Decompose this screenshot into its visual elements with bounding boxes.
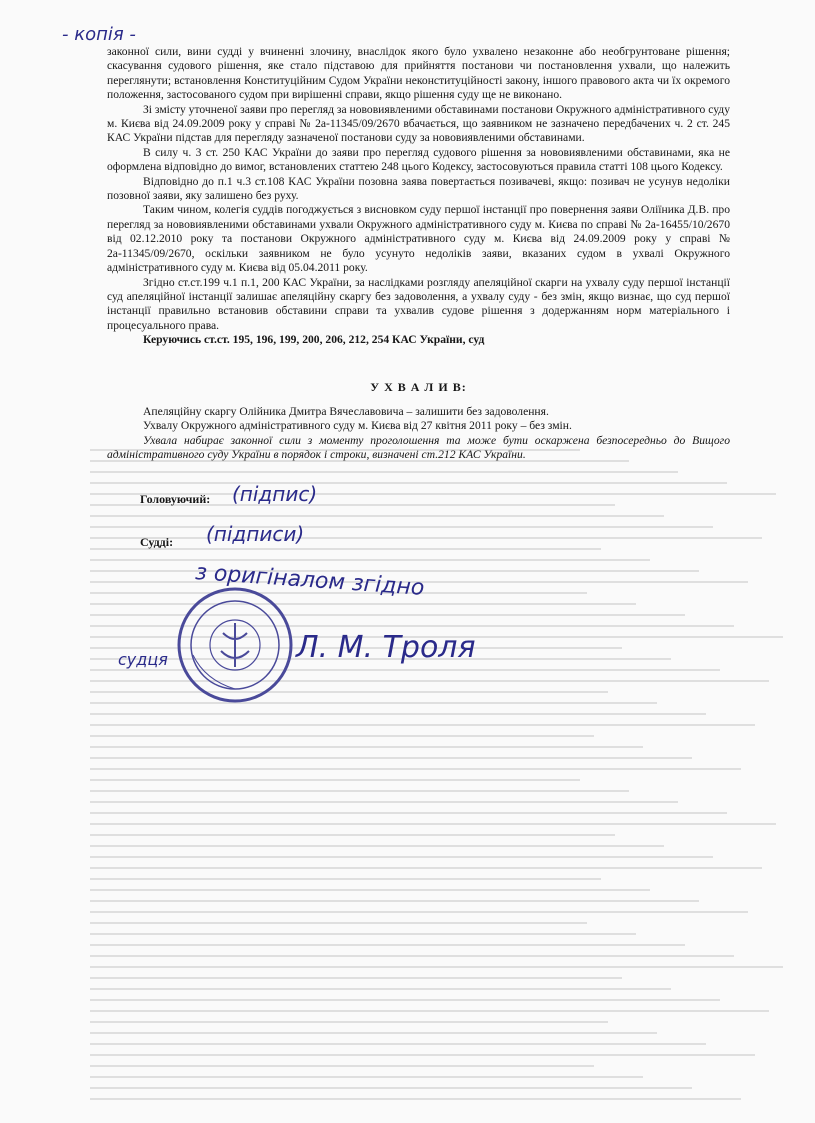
bleed-through-line <box>90 757 692 759</box>
bleed-through-line <box>90 1021 608 1023</box>
bleed-through-line <box>90 999 720 1001</box>
body-text <box>107 45 730 348</box>
bleed-through-line <box>90 845 664 847</box>
bleed-through-text <box>90 440 790 1100</box>
guided-by: Керуючись ст.ст. 195, 196, 199, 200, 206, 212, 254 КАС України, суд <box>143 333 485 347</box>
ruling-title: У Х В А Л И В: <box>370 380 467 394</box>
bleed-through-line <box>90 1054 755 1056</box>
bleed-through-line <box>90 1032 657 1034</box>
bleed-through-line <box>90 955 734 957</box>
bleed-through-line <box>90 856 713 858</box>
bleed-through-line <box>90 515 664 517</box>
bleed-through-line <box>90 966 783 968</box>
bleed-through-line <box>90 812 727 814</box>
paragraph: Таким чином, колегія суддів погоджується з висновком суду першої інстанції про повернення заяви Оліїника Д.В. про перегляд за нововиявленими обставинами ухвали Окружного адміністративного суду м. Києва по справі № 2а-16455/10/2670 від 02.12.2010 року та постанови Окружного адміністративного суду м. Києва від 24.09.2009 року у справі № 2а-11345/09/2670, оскільки заявником не було усунуто недоліків заяви, вказаних судом в ухвалі Окружного адміністративного суду м. Києва від 05.04.2011 року. <box>107 203 730 275</box>
decision-block <box>107 405 730 463</box>
bleed-through-line <box>90 526 713 528</box>
copy-note: - копія - <box>62 24 136 45</box>
bleed-through-line <box>90 735 594 737</box>
bleed-through-line <box>90 1065 594 1067</box>
bleed-through-line <box>90 933 636 935</box>
bleed-through-line <box>90 1087 692 1089</box>
bleed-through-line <box>90 691 608 693</box>
bleed-through-line <box>90 779 580 781</box>
judge-name-handwritten: Л. М. Троля <box>296 630 476 665</box>
paragraph: Згідно ст.ст.199 ч.1 п.1, 200 КАС України, за наслідками розгляду апеляційної скарги на ухвалу суду першої інстанції суд апеляційної інстанції залишає апеляційну скаргу без задоволення, а ухвалу суду - без змін, якщо визнає, що суд першої інстанції правильно встановив обставини справи та ухвалив судове рішення з додержанням норм матеріального і процесуального права. <box>107 275 730 332</box>
bleed-through-line <box>90 1010 769 1012</box>
bleed-through-line <box>90 944 685 946</box>
decision-item: Ухвалу Окружного адміністративного суду м. Києва від 27 квітня 2011 року – без змін. <box>143 419 572 433</box>
bleed-through-line <box>90 900 699 902</box>
judge-label-handwritten: судця <box>118 650 168 669</box>
bleed-through-line <box>90 889 650 891</box>
paragraph: В силу ч. 3 ст. 250 КАС України до заяви про перегляд судового рішення за нововиявленими обставинами, яка не оформлена відповідно до вимог, встановлених статтею 248 цього Кодексу, застосовуються правила статті 108 цього Кодексу. <box>107 145 730 174</box>
bleed-through-line <box>90 790 629 792</box>
judges-signature: (підписи) <box>206 522 305 546</box>
judges-label: Судді: <box>140 535 174 549</box>
court-seal-icon <box>175 585 295 705</box>
bleed-through-line <box>90 1076 643 1078</box>
presiding-signature: (підпис) <box>232 482 318 506</box>
paragraph: Зі змісту уточненої заяви про перегляд за нововиявленими обставинами постанови Окружного адміністративного суду м. Києва від 24.09.2009 року у справі № 2а-11345/09/2670 вбачається, що заявником не зазначено передбачених ч. 2 ст. 245 КАС України підстав для перегляду зазначеної постанови суду за нововиявленими обставинами. <box>107 102 730 145</box>
bleed-through-line <box>90 603 636 605</box>
bleed-through-line <box>90 867 762 869</box>
bleed-through-line <box>90 911 748 913</box>
bleed-through-line <box>90 801 678 803</box>
bleed-through-line <box>90 537 762 539</box>
bleed-through-line <box>90 834 615 836</box>
paragraph: Відповідно до п.1 ч.3 ст.108 КАС України позовна заява повертається позивачеві, якщо: позивач не усунув недоліки позовної заяви, яку залишено без руху. <box>107 174 730 203</box>
bleed-through-line <box>90 471 678 473</box>
bleed-through-line <box>90 559 650 561</box>
bleed-through-line <box>90 1098 741 1100</box>
bleed-through-line <box>90 746 643 748</box>
bleed-through-line <box>90 724 755 726</box>
decision-item: Апеляційну скаргу Олійника Дмитра Вячеславовича – залишити без задоволення. <box>143 405 549 418</box>
bleed-through-line <box>90 988 671 990</box>
bleed-through-line <box>90 482 727 484</box>
bleed-through-line <box>90 823 776 825</box>
final-note: Ухвала набирає законної сили з моменту проголошення та може бути оскаржена безпосередньо до Вищого адміністративного суду України в порядок і строки, визначені ст.212 КАС України. <box>107 433 730 462</box>
bleed-through-line <box>90 570 699 572</box>
bleed-through-line <box>90 1043 706 1045</box>
bleed-through-line <box>90 878 601 880</box>
bleed-through-line <box>90 977 622 979</box>
bleed-through-line <box>90 922 587 924</box>
bleed-through-line <box>90 713 706 715</box>
paragraph: законної сили, вини судді у вчиненні злочину, внаслідок якого було ухвалено незаконне або необгрунтоване рішення; скасування судового рішення, яке стало підставою для прийняття постанови чи постановлення ухвали, що належить переглянути; встановлення Конституційним Судом України неконституційності закону, іншого правового акта чи їх окремого положення, застосованого судом при вирішенні справи, якщо рішення суду ще не виконано. <box>107 45 730 102</box>
presiding-label: Головуючий: <box>140 492 211 506</box>
bleed-through-line <box>90 768 741 770</box>
certification-note: з оригіналом згідно <box>194 560 426 601</box>
